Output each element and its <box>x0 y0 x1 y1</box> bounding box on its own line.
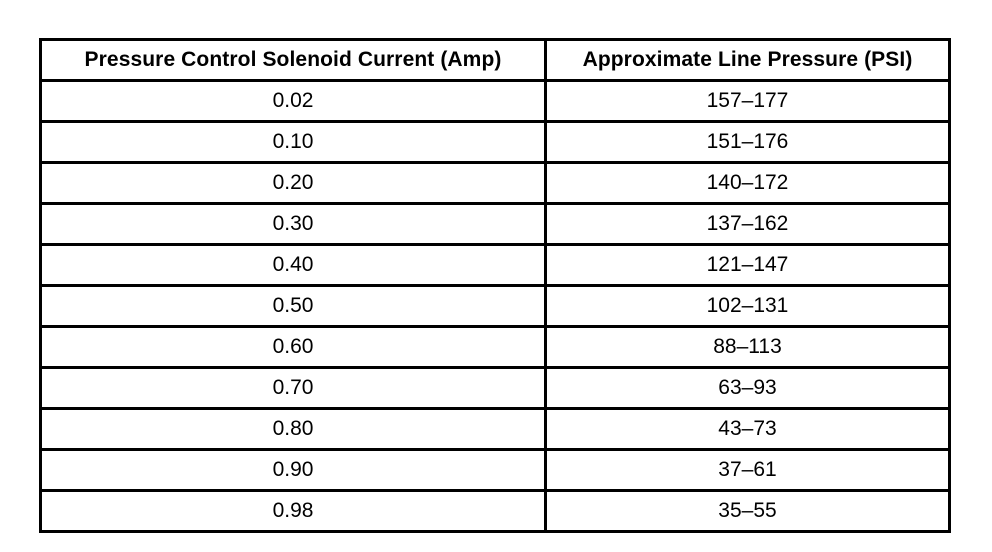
table-row <box>41 450 950 491</box>
current-cell: 0.02 <box>41 81 546 122</box>
pressure-cell: 157–177 <box>546 81 950 122</box>
current-cell: 0.70 <box>41 368 546 409</box>
table-row <box>41 286 950 327</box>
pressure-table-container <box>39 38 948 533</box>
table-row <box>41 245 950 286</box>
table-row <box>41 163 950 204</box>
pressure-cell: 121–147 <box>546 245 950 286</box>
current-cell: 0.50 <box>41 286 546 327</box>
table-row <box>41 327 950 368</box>
pressure-cell: 63–93 <box>546 368 950 409</box>
current-cell: 0.20 <box>41 163 546 204</box>
pressure-cell: 43–73 <box>546 409 950 450</box>
current-cell: 0.98 <box>41 491 546 532</box>
table-header-row <box>41 40 950 81</box>
table-row <box>41 368 950 409</box>
current-cell: 0.60 <box>41 327 546 368</box>
pressure-cell: 37–61 <box>546 450 950 491</box>
pressure-cell: 102–131 <box>546 286 950 327</box>
table-row <box>41 81 950 122</box>
pressure-table <box>39 38 951 533</box>
pressure-cell: 137–162 <box>546 204 950 245</box>
header-solenoid-current: Pressure Control Solenoid Current (Amp) <box>41 40 546 81</box>
pressure-cell: 88–113 <box>546 327 950 368</box>
table-row <box>41 204 950 245</box>
current-cell: 0.90 <box>41 450 546 491</box>
pressure-cell: 35–55 <box>546 491 950 532</box>
table-row <box>41 409 950 450</box>
header-line-pressure: Approximate Line Pressure (PSI) <box>546 40 950 81</box>
current-cell: 0.40 <box>41 245 546 286</box>
table-row <box>41 122 950 163</box>
table-row <box>41 491 950 532</box>
pressure-cell: 140–172 <box>546 163 950 204</box>
pressure-cell: 151–176 <box>546 122 950 163</box>
current-cell: 0.10 <box>41 122 546 163</box>
current-cell: 0.30 <box>41 204 546 245</box>
current-cell: 0.80 <box>41 409 546 450</box>
